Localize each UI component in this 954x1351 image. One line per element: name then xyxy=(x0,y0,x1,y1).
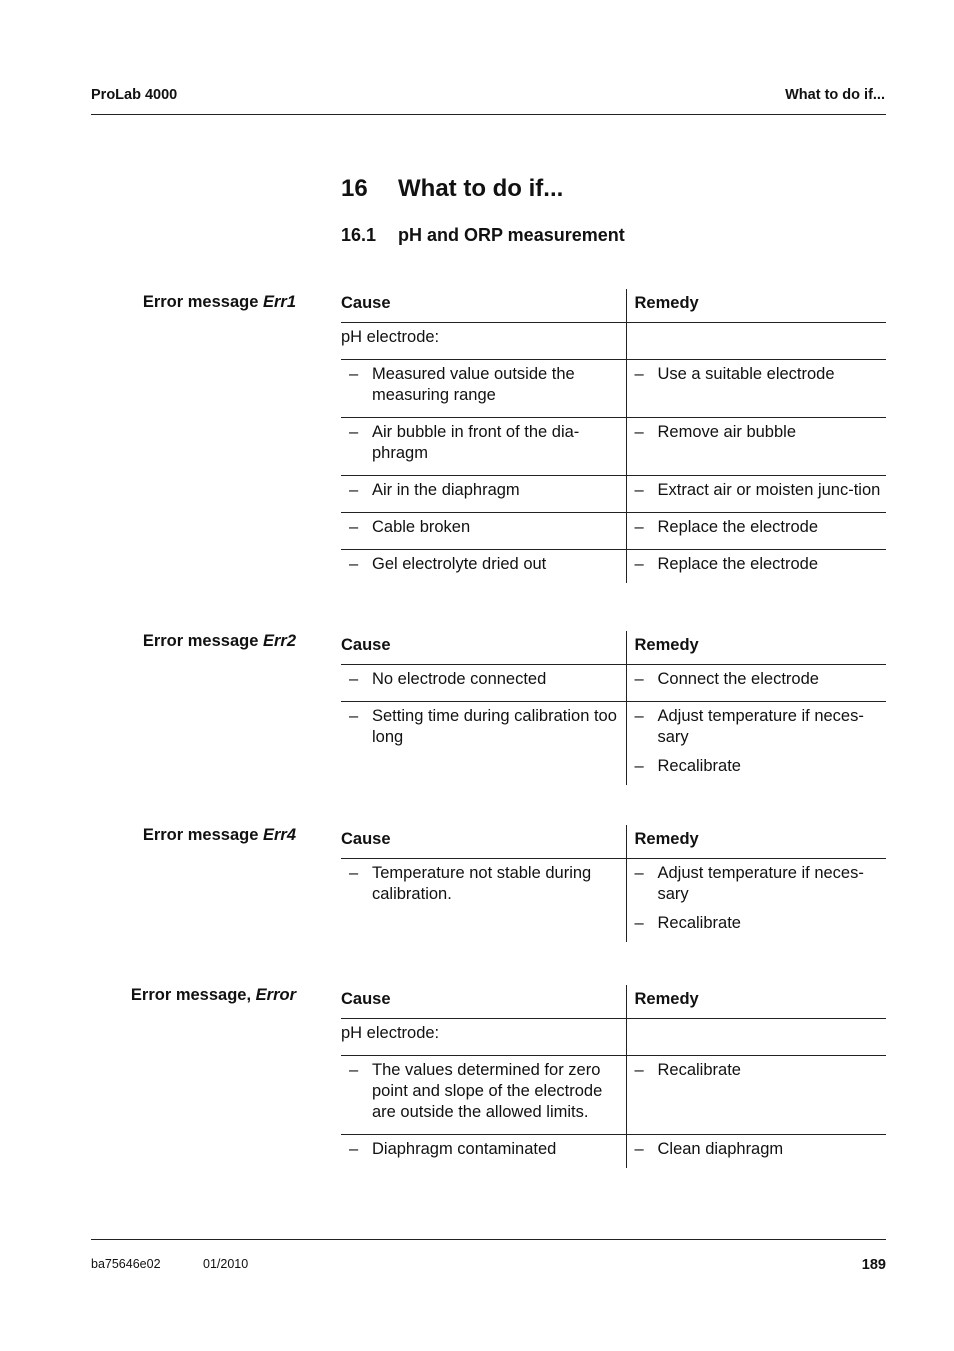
table-row xyxy=(341,1019,886,1056)
cause-cell xyxy=(341,360,626,418)
header-rule xyxy=(91,114,886,115)
error-body xyxy=(341,1019,886,1169)
table-row xyxy=(341,859,886,943)
error-label-prefix: Error message, xyxy=(130,986,256,1004)
footer-date: 01/2010 xyxy=(203,1257,249,1271)
list-item xyxy=(341,554,626,575)
bullet-dash: – xyxy=(634,518,644,536)
cause-cell xyxy=(341,702,626,786)
cause-header: Cause xyxy=(341,289,626,323)
cause-header: Cause xyxy=(341,631,626,665)
remedy-cell xyxy=(626,859,886,943)
remedy-cell xyxy=(626,702,886,786)
bullet-dash: – xyxy=(349,1140,359,1158)
err4-body xyxy=(341,859,886,943)
bullet-dash: – xyxy=(349,864,359,882)
remedy-cell xyxy=(626,1019,886,1056)
item-text: Diaphragm contaminated xyxy=(372,1140,557,1158)
list-item xyxy=(635,364,887,385)
table-header-row xyxy=(341,631,886,665)
err1-table xyxy=(341,289,886,583)
cause-cell xyxy=(341,1056,626,1135)
list-item xyxy=(635,669,887,690)
list-item xyxy=(341,1139,626,1160)
table-header-row xyxy=(341,289,886,323)
cause-cell xyxy=(341,418,626,476)
table-header-row xyxy=(341,985,886,1019)
err4-table xyxy=(341,825,886,942)
err1-body xyxy=(341,323,886,584)
bullet-dash: – xyxy=(634,1061,644,1079)
remedy-cell xyxy=(626,550,886,584)
err1-intro: pH electrode: xyxy=(341,328,440,346)
list-item xyxy=(635,480,887,501)
error-intro: pH electrode: xyxy=(341,1024,440,1042)
remedy-header: Remedy xyxy=(626,289,886,323)
table-row xyxy=(341,702,886,786)
cause-header: Cause xyxy=(341,825,626,859)
bullet-dash: – xyxy=(634,365,644,383)
item-text: Connect the electrode xyxy=(657,670,819,688)
footer-doc-code: ba75646e02 xyxy=(91,1257,161,1271)
bullet-dash: – xyxy=(349,555,359,573)
bullet-dash: – xyxy=(634,707,644,725)
err2-label xyxy=(143,632,296,651)
table-row xyxy=(341,476,886,513)
table-row xyxy=(341,1135,886,1169)
list-item xyxy=(341,517,626,538)
bullet-dash: – xyxy=(349,670,359,688)
bullet-dash: – xyxy=(349,481,359,499)
list-item xyxy=(635,913,887,934)
item-text: Replace the electrode xyxy=(657,555,819,573)
table-row xyxy=(341,360,886,418)
cause-cell xyxy=(341,1135,626,1169)
remedy-cell xyxy=(626,1056,886,1135)
header-section: What to do if... xyxy=(785,87,885,103)
list-item xyxy=(635,863,887,905)
list-item xyxy=(341,364,626,406)
list-item xyxy=(635,1060,887,1081)
table-row xyxy=(341,1056,886,1135)
err2-body xyxy=(341,665,886,786)
table-row xyxy=(341,323,886,360)
err4-label xyxy=(143,826,296,845)
bullet-dash: – xyxy=(634,864,644,882)
list-item xyxy=(341,1060,626,1123)
header-product: ProLab 4000 xyxy=(91,87,178,103)
err4-label-prefix: Error message xyxy=(142,826,263,844)
remedy-header: Remedy xyxy=(626,631,886,665)
bullet-dash: – xyxy=(634,555,644,573)
list-item xyxy=(341,480,626,501)
err2-table xyxy=(341,631,886,785)
chapter-title-text: What to do if... xyxy=(398,175,564,202)
remedy-cell xyxy=(626,513,886,550)
bullet-dash: – xyxy=(634,481,644,499)
error-table xyxy=(341,985,886,1168)
bullet-dash: – xyxy=(349,365,359,383)
bullet-dash: – xyxy=(349,1061,359,1079)
item-text: Temperature not stable during calibration. xyxy=(372,864,592,903)
cause-cell xyxy=(341,550,626,584)
item-text: Measured value outside the measuring range xyxy=(372,365,575,404)
bullet-dash: – xyxy=(634,423,644,441)
table-header-row xyxy=(341,825,886,859)
item-text: Clean diaphragm xyxy=(657,1140,784,1158)
bullet-dash: – xyxy=(634,670,644,688)
table-row xyxy=(341,513,886,550)
list-item xyxy=(635,554,887,575)
list-item xyxy=(635,422,887,443)
bullet-dash: – xyxy=(634,1140,644,1158)
remedy-header: Remedy xyxy=(626,985,886,1019)
cause-cell xyxy=(341,859,626,943)
err4-label-code: Err4 xyxy=(262,826,296,844)
remedy-cell xyxy=(626,665,886,702)
bullet-dash: – xyxy=(349,518,359,536)
remedy-cell xyxy=(626,476,886,513)
section-title-text: pH and ORP measurement xyxy=(398,225,625,245)
item-text: No electrode connected xyxy=(372,670,547,688)
item-text: Replace the electrode xyxy=(657,518,819,536)
remedy-header: Remedy xyxy=(626,825,886,859)
err1-label xyxy=(143,293,296,312)
remedy-cell xyxy=(626,418,886,476)
err1-label-prefix: Error message xyxy=(142,293,263,311)
item-text: Air in the diaphragm xyxy=(372,481,520,499)
item-text: Cable broken xyxy=(372,518,471,536)
item-text: Use a suitable electrode xyxy=(657,365,835,383)
list-item xyxy=(341,863,626,905)
section-number: 16.1 xyxy=(341,225,377,245)
table-row xyxy=(341,665,886,702)
section-title xyxy=(341,225,625,246)
item-text: Adjust temperature if neces-sary xyxy=(657,864,864,903)
item-text: Recalibrate xyxy=(657,757,741,775)
bullet-dash: – xyxy=(634,757,644,775)
item-text: The values determined for zero point and slope of the electrode are outside the allowed limits. xyxy=(372,1061,603,1121)
error-label-code: Error xyxy=(255,986,296,1004)
item-text: Recalibrate xyxy=(657,914,741,932)
remedy-cell xyxy=(626,323,886,360)
item-text: Extract air or moisten junc-tion xyxy=(657,481,881,499)
err1-label-code: Err1 xyxy=(262,293,296,311)
bullet-dash: – xyxy=(349,707,359,725)
list-item xyxy=(635,517,887,538)
chapter-number: 16 xyxy=(341,175,368,202)
cause-cell xyxy=(341,476,626,513)
footer-rule xyxy=(91,1239,886,1240)
bullet-dash: – xyxy=(634,914,644,932)
remedy-cell xyxy=(626,360,886,418)
list-item xyxy=(341,669,626,690)
cause-cell xyxy=(341,665,626,702)
cause-header: Cause xyxy=(341,985,626,1019)
err2-label-code: Err2 xyxy=(262,632,296,650)
item-text: Adjust temperature if neces-sary xyxy=(657,707,864,746)
item-text: Gel electrolyte dried out xyxy=(372,555,547,573)
cause-cell xyxy=(341,513,626,550)
chapter-title xyxy=(341,175,563,203)
list-item xyxy=(635,756,887,777)
list-item xyxy=(341,706,626,748)
table-row xyxy=(341,550,886,584)
err2-label-prefix: Error message xyxy=(142,632,263,650)
page-number: 189 xyxy=(861,1257,886,1273)
item-text: Setting time during calibration too long xyxy=(372,707,617,746)
remedy-cell xyxy=(626,1135,886,1169)
error-label xyxy=(131,986,296,1005)
item-text: Air bubble in front of the dia-phragm xyxy=(372,423,580,462)
list-item xyxy=(341,422,626,464)
list-item xyxy=(635,1139,887,1160)
item-text: Remove air bubble xyxy=(657,423,796,441)
bullet-dash: – xyxy=(349,423,359,441)
table-row xyxy=(341,418,886,476)
item-text: Recalibrate xyxy=(657,1061,741,1079)
list-item xyxy=(635,706,887,748)
